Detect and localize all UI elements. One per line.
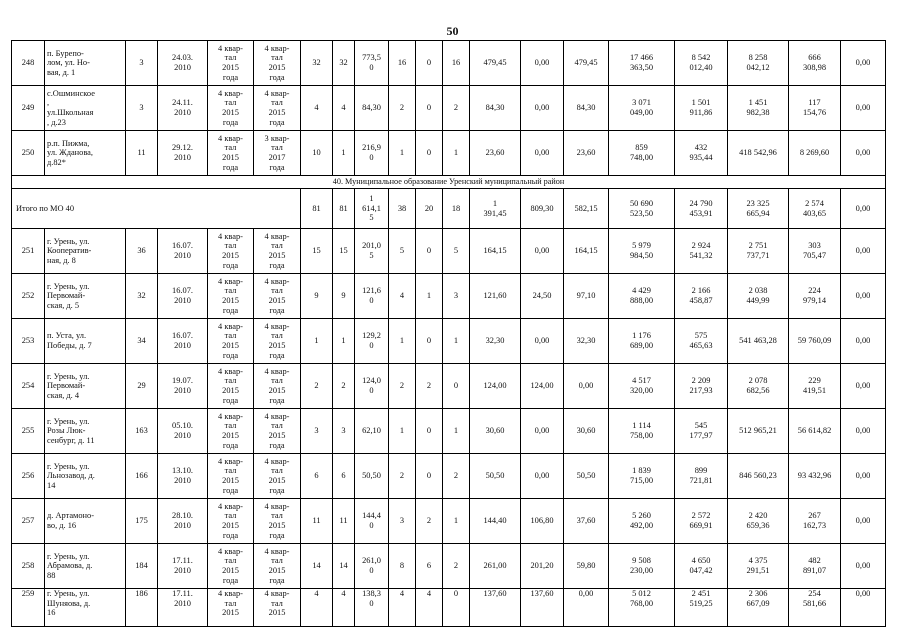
cell-c9: 84,30	[355, 86, 389, 131]
cell-c10: 2	[389, 86, 416, 131]
cell-end-period: 4 квар- тал 2015 года	[254, 229, 301, 274]
cell-c14: 0,00	[521, 86, 564, 131]
total-c7: 81	[301, 189, 333, 229]
cell-c8: 2	[333, 364, 355, 409]
cell-date: 05.10. 2010	[158, 409, 208, 454]
cell-c11: 6	[416, 544, 443, 589]
cell-c18: 541 463,28	[728, 319, 789, 364]
cell-c12: 0	[443, 589, 470, 627]
cell-c20: 0,00	[841, 589, 886, 627]
cell-c11: 0	[416, 131, 443, 176]
cell-year: 186	[126, 589, 158, 627]
total-c14: 809,30	[521, 189, 564, 229]
cell-c18: 2 751 737,71	[728, 229, 789, 274]
cell-c14: 201,20	[521, 544, 564, 589]
total-c11: 20	[416, 189, 443, 229]
cell-year: 175	[126, 499, 158, 544]
table-row	[12, 364, 886, 409]
cell-c15: 479,45	[564, 41, 609, 86]
cell-c10: 4	[389, 589, 416, 627]
cell-c14: 0,00	[521, 454, 564, 499]
cell-c7: 10	[301, 131, 333, 176]
cell-c16: 1 839 715,00	[609, 454, 675, 499]
row-number: 250	[12, 131, 45, 176]
cell-c7: 2	[301, 364, 333, 409]
cell-c17: 4 650 047,42	[675, 544, 728, 589]
cell-c15: 84,30	[564, 86, 609, 131]
cell-c17: 8 542 012,40	[675, 41, 728, 86]
cell-c12: 2	[443, 454, 470, 499]
cell-c10: 8	[389, 544, 416, 589]
cell-c18: 418 542,96	[728, 131, 789, 176]
page-number: 50	[446, 24, 459, 38]
cell-c17: 2 572 669,91	[675, 499, 728, 544]
cell-c12: 2	[443, 86, 470, 131]
cell-c12: 2	[443, 544, 470, 589]
cell-c15: 0,00	[564, 364, 609, 409]
cell-c11: 4	[416, 589, 443, 627]
cell-c9: 201,0 5	[355, 229, 389, 274]
cell-c20: 0,00	[841, 544, 886, 589]
cell-c17: 432 935,44	[675, 131, 728, 176]
cell-c16: 1 176 689,00	[609, 319, 675, 364]
cell-year: 3	[126, 41, 158, 86]
cell-date: 28.10. 2010	[158, 499, 208, 544]
cell-c13: 23,60	[470, 131, 521, 176]
cell-c7: 15	[301, 229, 333, 274]
cell-start-period: 4 квар- тал 2015 года	[208, 454, 254, 499]
cell-c7: 6	[301, 454, 333, 499]
cell-c16: 17 466 363,50	[609, 41, 675, 86]
cell-c16: 3 071 049,00	[609, 86, 675, 131]
cell-end-period: 4 квар- тал 2015 года	[254, 319, 301, 364]
cell-end-period: 4 квар- тал 2015 года	[254, 274, 301, 319]
cell-year: 3	[126, 86, 158, 131]
cell-year: 166	[126, 454, 158, 499]
cell-start-period: 4 квар- тал 2015 года	[208, 499, 254, 544]
cell-c10: 2	[389, 364, 416, 409]
cell-start-period: 4 квар- тал 2015 года	[208, 41, 254, 86]
cell-end-period: 4 квар- тал 2015 года	[254, 454, 301, 499]
cell-c15: 164,15	[564, 229, 609, 274]
cell-c8: 15	[333, 229, 355, 274]
cell-date: 29.12. 2010	[158, 131, 208, 176]
cell-c13: 124,00	[470, 364, 521, 409]
cell-year: 36	[126, 229, 158, 274]
cell-c13: 32,30	[470, 319, 521, 364]
row-number: 253	[12, 319, 45, 364]
total-c12: 18	[443, 189, 470, 229]
cell-c8: 3	[333, 409, 355, 454]
cell-c19: 59 760,09	[789, 319, 841, 364]
cell-c11: 0	[416, 409, 443, 454]
address-cell: г. Урень, ул. Розы Люк- сенбург, д. 11	[45, 409, 126, 454]
cell-c16: 5 012 768,00	[609, 589, 675, 627]
cell-c9: 121,6 0	[355, 274, 389, 319]
cell-start-period: 4 квар- тал 2015 года	[208, 229, 254, 274]
cell-c12: 5	[443, 229, 470, 274]
cell-c20: 0,00	[841, 319, 886, 364]
cell-c16: 5 979 984,50	[609, 229, 675, 274]
cell-c18: 8 258 042,12	[728, 41, 789, 86]
cell-c15: 23,60	[564, 131, 609, 176]
cell-c8: 14	[333, 544, 355, 589]
cell-c9: 62,10	[355, 409, 389, 454]
cell-c13: 30,60	[470, 409, 521, 454]
cell-c14: 106,80	[521, 499, 564, 544]
cell-c7: 4	[301, 86, 333, 131]
cell-c10: 5	[389, 229, 416, 274]
cell-c9: 216,9 0	[355, 131, 389, 176]
cell-c12: 16	[443, 41, 470, 86]
table-row	[12, 131, 886, 176]
cell-c15: 0,00	[564, 589, 609, 627]
cell-end-period: 3 квар- тал 2017 года	[254, 131, 301, 176]
cell-c18: 846 560,23	[728, 454, 789, 499]
cell-end-period: 4 квар- тал 2015 года	[254, 364, 301, 409]
cell-c20: 0,00	[841, 229, 886, 274]
cell-start-period: 4 квар- тал 2015 года	[208, 131, 254, 176]
cell-c20: 0,00	[841, 131, 886, 176]
cell-c12: 3	[443, 274, 470, 319]
cell-c7: 3	[301, 409, 333, 454]
cell-date: 16.07. 2010	[158, 229, 208, 274]
cell-c17: 2 209 217,93	[675, 364, 728, 409]
row-number: 249	[12, 86, 45, 131]
cell-c14: 0,00	[521, 229, 564, 274]
total-c8: 81	[333, 189, 355, 229]
cell-c8: 11	[333, 499, 355, 544]
total-c13: 1 391,45	[470, 189, 521, 229]
cell-year: 11	[126, 131, 158, 176]
table-body	[12, 41, 886, 627]
cell-c11: 0	[416, 229, 443, 274]
section-header-row	[12, 176, 886, 189]
cell-start-period: 4 квар- тал 2015 года	[208, 364, 254, 409]
cell-c11: 2	[416, 364, 443, 409]
cell-c9: 138,3 0	[355, 589, 389, 627]
row-number: 255	[12, 409, 45, 454]
address-cell: г. Урень, ул. Первомай- ская, д. 4	[45, 364, 126, 409]
cell-year: 163	[126, 409, 158, 454]
cell-c18: 1 451 982,38	[728, 86, 789, 131]
cell-c11: 2	[416, 499, 443, 544]
cell-c15: 59,80	[564, 544, 609, 589]
cell-date: 17.11. 2010	[158, 589, 208, 627]
cell-c20: 0,00	[841, 409, 886, 454]
cell-c8: 1	[333, 319, 355, 364]
cell-c19: 224 979,14	[789, 274, 841, 319]
cell-c10: 1	[389, 319, 416, 364]
row-number: 251	[12, 229, 45, 274]
cell-c10: 1	[389, 409, 416, 454]
cell-c18: 512 965,21	[728, 409, 789, 454]
table-row	[12, 86, 886, 131]
cell-c14: 137,60	[521, 589, 564, 627]
cell-end-period: 4 квар- тал 2015 года	[254, 499, 301, 544]
cell-c11: 1	[416, 274, 443, 319]
cell-c13: 121,60	[470, 274, 521, 319]
cell-c15: 32,30	[564, 319, 609, 364]
cell-c19: 666 308,98	[789, 41, 841, 86]
table-row	[12, 544, 886, 589]
table-row	[12, 229, 886, 274]
cell-c14: 0,00	[521, 131, 564, 176]
row-number: 248	[12, 41, 45, 86]
cell-c20: 0,00	[841, 41, 886, 86]
address-cell: г. Урень, ул. Льнозавод, д. 14	[45, 454, 126, 499]
total-c18: 23 325 665,94	[728, 189, 789, 229]
cell-c14: 24,50	[521, 274, 564, 319]
cell-c10: 1	[389, 131, 416, 176]
row-number: 256	[12, 454, 45, 499]
row-number: 252	[12, 274, 45, 319]
cell-c9: 124,0 0	[355, 364, 389, 409]
cell-c13: 144,40	[470, 499, 521, 544]
cell-c12: 1	[443, 319, 470, 364]
cell-c17: 2 451 519,25	[675, 589, 728, 627]
cell-c17: 575 465,63	[675, 319, 728, 364]
housing-program-table	[11, 40, 886, 627]
cell-c15: 37,60	[564, 499, 609, 544]
cell-c16: 9 508 230,00	[609, 544, 675, 589]
cell-c19: 56 614,82	[789, 409, 841, 454]
cell-end-period: 4 квар- тал 2015 года	[254, 86, 301, 131]
cell-c8: 6	[333, 454, 355, 499]
cell-c16: 5 260 492,00	[609, 499, 675, 544]
cell-date: 17.11. 2010	[158, 544, 208, 589]
cell-year: 32	[126, 274, 158, 319]
cell-c17: 1 501 911,86	[675, 86, 728, 131]
cell-c19: 229 419,51	[789, 364, 841, 409]
row-number: 258	[12, 544, 45, 589]
total-c16: 50 690 523,50	[609, 189, 675, 229]
cell-date: 13.10. 2010	[158, 454, 208, 499]
cell-c10: 4	[389, 274, 416, 319]
cell-c11: 0	[416, 86, 443, 131]
cell-c14: 0,00	[521, 409, 564, 454]
address-cell: с.Ошминское , ул.Школьная , д.23	[45, 86, 126, 131]
cell-end-period: 4 квар- тал 2015 года	[254, 41, 301, 86]
cell-c17: 2 924 541,32	[675, 229, 728, 274]
cell-c18: 4 375 291,51	[728, 544, 789, 589]
table-row	[12, 454, 886, 499]
cell-c20: 0,00	[841, 454, 886, 499]
cell-c20: 0,00	[841, 274, 886, 319]
cell-c18: 2 038 449,99	[728, 274, 789, 319]
cell-c11: 0	[416, 454, 443, 499]
cell-c16: 859 748,00	[609, 131, 675, 176]
cell-c9: 261,0 0	[355, 544, 389, 589]
section-title: 40. Муниципальное образование Уренский муниципальный район	[12, 176, 886, 189]
cell-c7: 14	[301, 544, 333, 589]
cell-c18: 2 420 659,36	[728, 499, 789, 544]
cell-c14: 0,00	[521, 319, 564, 364]
cell-c19: 254 581,66	[789, 589, 841, 627]
cell-c15: 50,50	[564, 454, 609, 499]
cell-c13: 261,00	[470, 544, 521, 589]
cell-c20: 0,00	[841, 364, 886, 409]
cell-c17: 545 177,97	[675, 409, 728, 454]
address-cell: г. Урень, ул. Шуняова, д. 16	[45, 589, 126, 627]
table-row	[12, 41, 886, 86]
cell-c9: 144,4 0	[355, 499, 389, 544]
cell-c16: 4 429 888,00	[609, 274, 675, 319]
cell-c9: 773,5 0	[355, 41, 389, 86]
cell-c20: 0,00	[841, 86, 886, 131]
cell-c7: 32	[301, 41, 333, 86]
address-cell: р.п. Пижма, ул. Жданова, д.82*	[45, 131, 126, 176]
table-row	[12, 589, 886, 627]
cell-year: 29	[126, 364, 158, 409]
cell-date: 16.07. 2010	[158, 274, 208, 319]
cell-c8: 4	[333, 589, 355, 627]
table-row	[12, 319, 886, 364]
total-label: Итого по МО 40	[12, 189, 301, 229]
cell-c7: 1	[301, 319, 333, 364]
total-c20: 0,00	[841, 189, 886, 229]
cell-start-period: 4 квар- тал 2015 года	[208, 544, 254, 589]
cell-date: 19.07. 2010	[158, 364, 208, 409]
cell-c18: 2 078 682,56	[728, 364, 789, 409]
total-c9: 1 614,1 5	[355, 189, 389, 229]
total-row	[12, 189, 886, 229]
cell-c13: 137,60	[470, 589, 521, 627]
cell-end-period: 4 квар- тал 2015 года	[254, 544, 301, 589]
row-number: 254	[12, 364, 45, 409]
cell-c19: 482 891,07	[789, 544, 841, 589]
row-number: 257	[12, 499, 45, 544]
cell-c8: 4	[333, 86, 355, 131]
cell-c9: 129,2 0	[355, 319, 389, 364]
cell-c20: 0,00	[841, 499, 886, 544]
cell-end-period: 4 квар- тал 2015	[254, 589, 301, 627]
cell-c13: 84,30	[470, 86, 521, 131]
address-cell: д. Артамоно- во, д. 16	[45, 499, 126, 544]
cell-year: 34	[126, 319, 158, 364]
total-c19: 2 574 403,65	[789, 189, 841, 229]
cell-c19: 267 162,73	[789, 499, 841, 544]
cell-c11: 0	[416, 319, 443, 364]
cell-c19: 8 269,60	[789, 131, 841, 176]
cell-date: 24.11. 2010	[158, 86, 208, 131]
cell-c19: 303 705,47	[789, 229, 841, 274]
row-number: 259	[12, 589, 45, 627]
cell-start-period: 4 квар- тал 2015 года	[208, 86, 254, 131]
cell-c12: 1	[443, 499, 470, 544]
cell-c10: 3	[389, 499, 416, 544]
address-cell: г. Урень, ул. Абрамова, д. 88	[45, 544, 126, 589]
address-cell: г. Урень, ул. Кооператив- ная, д. 8	[45, 229, 126, 274]
cell-c8: 32	[333, 41, 355, 86]
cell-date: 24.03. 2010	[158, 41, 208, 86]
cell-c13: 479,45	[470, 41, 521, 86]
cell-end-period: 4 квар- тал 2015 года	[254, 409, 301, 454]
cell-c13: 164,15	[470, 229, 521, 274]
cell-c12: 0	[443, 364, 470, 409]
table-row	[12, 409, 886, 454]
cell-c10: 2	[389, 454, 416, 499]
cell-c12: 1	[443, 131, 470, 176]
cell-c19: 117 154,76	[789, 86, 841, 131]
cell-c16: 1 114 758,00	[609, 409, 675, 454]
cell-c17: 899 721,81	[675, 454, 728, 499]
cell-c15: 97,10	[564, 274, 609, 319]
cell-c10: 16	[389, 41, 416, 86]
total-c17: 24 790 453,91	[675, 189, 728, 229]
address-cell: г. Урень, ул. Первомай- ская, д. 5	[45, 274, 126, 319]
address-cell: п. Уста, ул. Победы, д. 7	[45, 319, 126, 364]
cell-c13: 50,50	[470, 454, 521, 499]
cell-c8: 9	[333, 274, 355, 319]
address-cell: п. Бурепо- лом, ул. Но- вая, д. 1	[45, 41, 126, 86]
cell-start-period: 4 квар- тал 2015 года	[208, 319, 254, 364]
cell-c11: 0	[416, 41, 443, 86]
cell-c12: 1	[443, 409, 470, 454]
table-row	[12, 274, 886, 319]
cell-date: 16.07. 2010	[158, 319, 208, 364]
cell-c8: 1	[333, 131, 355, 176]
cell-c19: 93 432,96	[789, 454, 841, 499]
cell-c7: 11	[301, 499, 333, 544]
cell-start-period: 4 квар- тал 2015 года	[208, 409, 254, 454]
cell-c9: 50,50	[355, 454, 389, 499]
cell-c18: 2 306 667,09	[728, 589, 789, 627]
total-c15: 582,15	[564, 189, 609, 229]
cell-c14: 0,00	[521, 41, 564, 86]
cell-c17: 2 166 458,87	[675, 274, 728, 319]
cell-start-period: 4 квар- тал 2015	[208, 589, 254, 627]
total-c10: 38	[389, 189, 416, 229]
cell-start-period: 4 квар- тал 2015 года	[208, 274, 254, 319]
cell-c7: 9	[301, 274, 333, 319]
cell-c16: 4 517 320,00	[609, 364, 675, 409]
cell-c7: 4	[301, 589, 333, 627]
cell-c15: 30,60	[564, 409, 609, 454]
cell-c14: 124,00	[521, 364, 564, 409]
table-row	[12, 499, 886, 544]
cell-year: 184	[126, 544, 158, 589]
